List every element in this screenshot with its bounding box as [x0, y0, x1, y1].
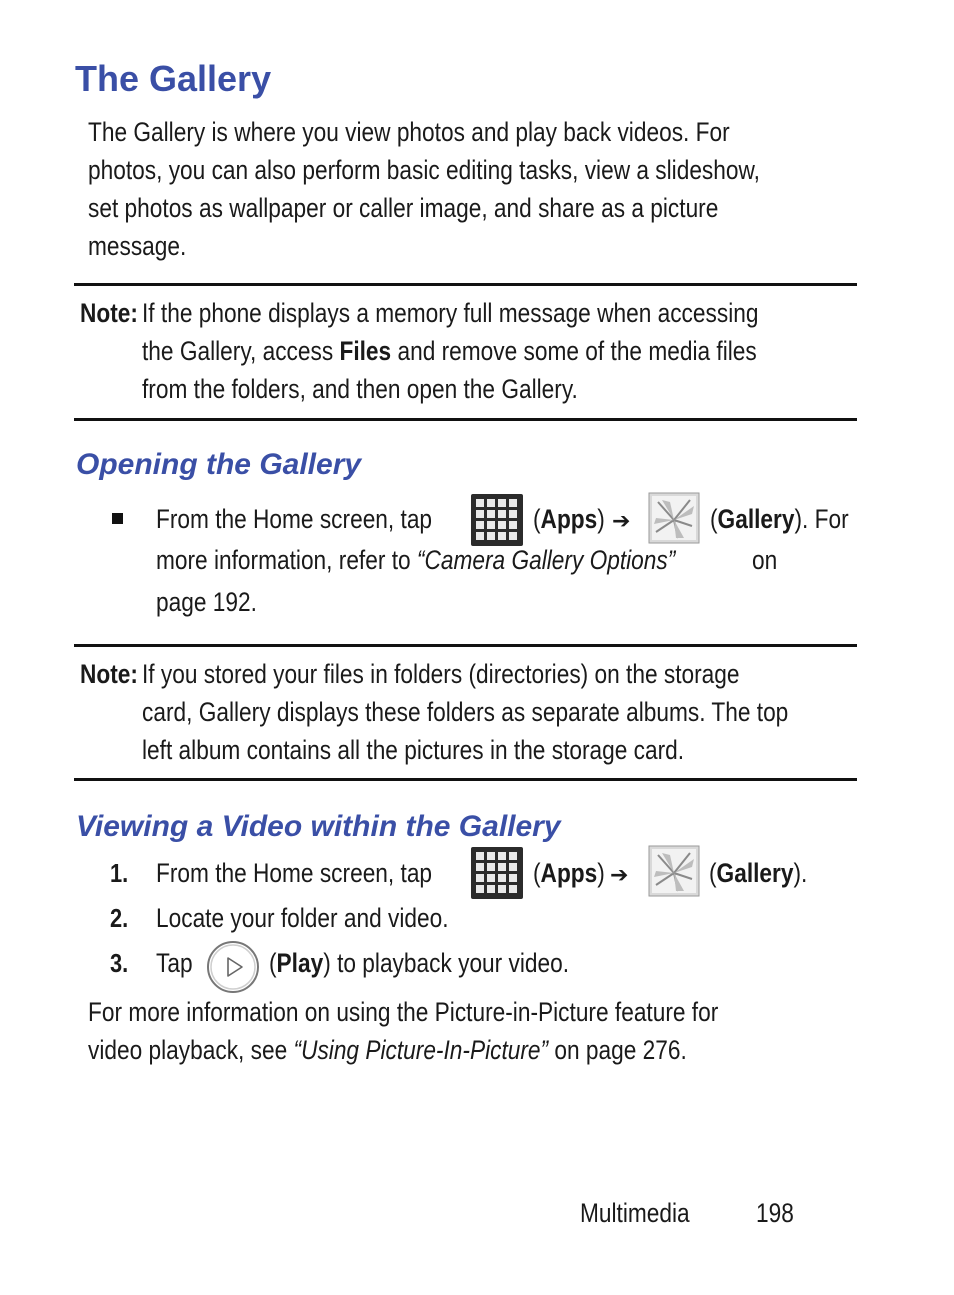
play-button-icon	[206, 940, 260, 999]
page-number	[756, 1198, 801, 1229]
arrow-icon	[610, 854, 628, 894]
step-text	[156, 944, 200, 982]
more-info-paragraph	[88, 993, 838, 1069]
note-bottom-rule	[74, 418, 857, 421]
arrow-glyph: ➔	[610, 862, 629, 887]
step-number	[110, 944, 132, 982]
apps-label-text: Apps	[540, 504, 598, 534]
arrow-icon	[612, 500, 630, 540]
gallery-label-text: Gallery	[716, 858, 794, 888]
bullet-text: on	[752, 545, 778, 575]
play-label-text: Play	[276, 948, 324, 978]
step-number	[110, 854, 132, 892]
apps-label-text: Apps	[540, 858, 598, 888]
note-bottom-rule	[74, 778, 857, 781]
note-line: If you stored your files in folders (directories) on the storage	[142, 659, 740, 689]
apps-grid-icon	[471, 847, 523, 904]
note-text: and remove some of the media files	[391, 336, 757, 366]
gallery-label: (Gallery).	[709, 858, 808, 888]
bullet-line-3	[156, 583, 276, 621]
apps-label: (Apps)	[533, 858, 605, 888]
step-text-span: ).	[793, 858, 808, 888]
more-info-text: on page 276.	[548, 1035, 687, 1065]
step-text	[156, 854, 485, 892]
step-text-span: From the Home screen, tap	[156, 858, 433, 888]
arrow-glyph: ➔	[612, 508, 631, 533]
note-label-text: Note:	[80, 659, 138, 689]
note-top-rule	[74, 644, 857, 647]
note-line: left album contains all the pictures in the storage card.	[142, 735, 685, 765]
intro-line: The Gallery is where you view photos and play back videos. For	[88, 117, 730, 147]
note-line: card, Gallery displays these folders as separate albums. The top	[142, 697, 789, 727]
note-body	[142, 655, 911, 769]
intro-line: set photos as wallpaper or caller image, and share as a picture	[88, 193, 719, 223]
bullet-text: From the Home screen, tap	[156, 504, 433, 534]
bullet-text: ). For	[794, 504, 849, 534]
step-number-text: 2.	[110, 903, 129, 933]
footer-section-name	[580, 1198, 711, 1229]
bullet-text: page 192.	[156, 587, 257, 617]
step-number	[110, 899, 132, 937]
files-app-name: Files	[339, 336, 392, 366]
gallery-label: (Gallery). For	[710, 504, 849, 534]
note-body	[142, 294, 876, 408]
note-label-text: Note:	[80, 298, 138, 328]
apps-label: (Apps)	[533, 504, 605, 534]
section-heading-viewing: Viewing a Video within the Gallery	[76, 810, 561, 843]
intro-line: photos, you can also perform basic editing tasks, view a slideshow,	[88, 155, 760, 185]
note-line: If the phone displays a memory full message when accessing	[142, 298, 759, 328]
play-label: (Play) to playback your video.	[269, 948, 570, 978]
step-text-span: Tap	[156, 948, 193, 978]
bullet-line-1	[156, 500, 485, 538]
bullet-line-2-end	[752, 541, 782, 579]
page-number-text: 198	[756, 1198, 794, 1228]
step-text-span: ) to playback your video.	[323, 948, 570, 978]
more-info-text: video playback, see	[88, 1035, 294, 1065]
intro-paragraph	[88, 113, 888, 265]
step-number-text: 1.	[110, 858, 129, 888]
square-bullet-icon	[112, 513, 123, 524]
cross-reference-link[interactable]: “Using Picture-In-Picture”	[293, 1035, 549, 1065]
note-text: the Gallery, access	[142, 336, 340, 366]
note-top-rule	[74, 283, 857, 286]
more-info-line: For more information on using the Picture-in-Picture feature for	[88, 997, 719, 1027]
gallery-app-icon	[648, 845, 700, 902]
note-label	[80, 655, 149, 693]
cross-reference-link[interactable]: “Camera Gallery Options”	[416, 545, 676, 575]
bullet-line-2	[156, 541, 774, 579]
note-line: from the folders, and then open the Gallery.	[142, 374, 578, 404]
note-label	[80, 294, 149, 332]
bullet-text: more information, refer to	[156, 545, 417, 575]
footer-section-text: Multimedia	[580, 1198, 690, 1228]
section-heading-opening: Opening the Gallery	[76, 448, 362, 481]
intro-line: message.	[88, 231, 187, 261]
step-text-span: Locate your folder and video.	[156, 903, 449, 933]
step-text	[156, 899, 504, 937]
step-number-text: 3.	[110, 948, 129, 978]
page-title: The Gallery	[75, 58, 272, 99]
gallery-label-text: Gallery	[717, 504, 795, 534]
